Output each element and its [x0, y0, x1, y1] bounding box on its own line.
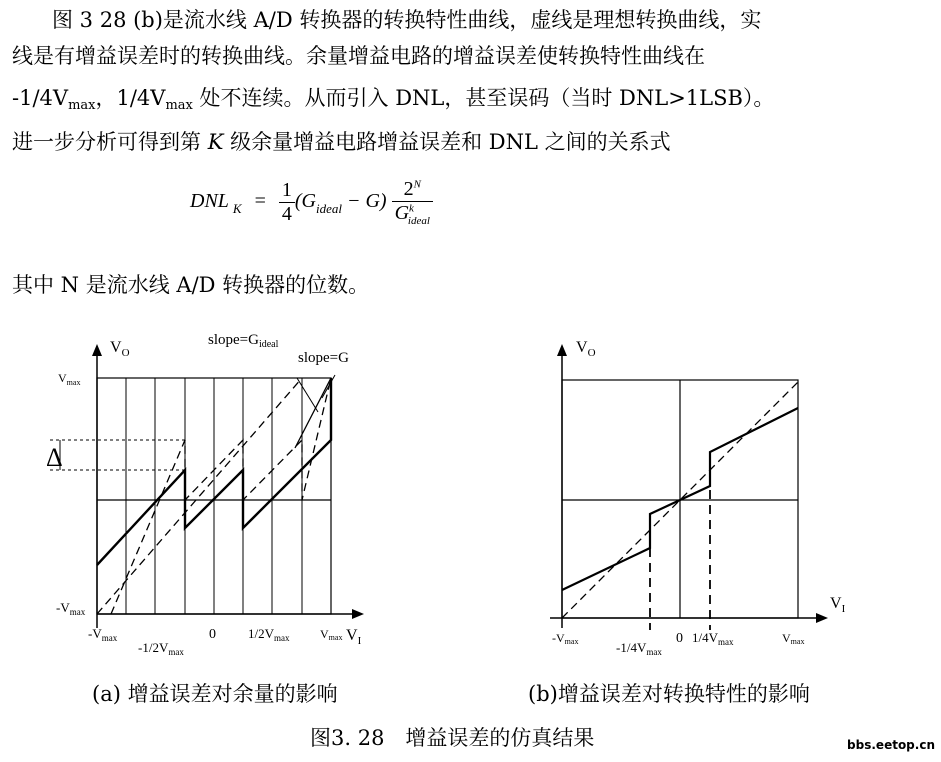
- x-tick-neg-half: $-1/2V_{max}$: [138, 640, 184, 657]
- neg-vmax-label-a: $-V_{max}$: [56, 600, 86, 617]
- vmax-label-a: $V_{max}$: [58, 371, 81, 387]
- text-line-2: 线是有增益误差时的转换曲线。余量增益电路的增益误差使转换特性曲线在: [12, 44, 705, 68]
- caption-figure-a: (a) 增益误差对余量的影响: [92, 682, 338, 706]
- x-tick-neg-vmax-b: -Vmax: [552, 631, 579, 646]
- y-axis-label-b: $V_O$: [576, 339, 596, 359]
- x-axis-label-a: $V_I$: [346, 627, 362, 647]
- text-line-4: 进一步分析可得到第 K 级余量增益电路增益误差和 DNL 之间的关系式: [12, 130, 671, 154]
- caption-figure-b: (b)增益误差对转换特性的影响: [528, 682, 810, 706]
- text-line-5: 其中 N 是流水线 A/D 转换器的位数。: [12, 273, 370, 297]
- slope-g-label: slope=G: [298, 350, 349, 366]
- text-line-3: $-1/4V_{max}$，$1/4V_{max}$ 处不连续。从而引入 DNL，甚至误码（当时 DNL>1LSB）。: [12, 86, 775, 113]
- x-tick-neg-vmax-a: $-V_{max}$: [88, 626, 118, 643]
- figure-caption: 图3. 28 增益误差的仿真结果: [310, 726, 595, 750]
- dnl-formula: DNL $_K$ = $\frac{1}{4}$ $(G_{ideal} - G)$ $\frac{2^N}{G^k_{ideal}}$: [190, 178, 433, 227]
- slope-ideal-label: $slope=G_{ideal}$: [208, 332, 279, 350]
- x-tick-zero-b: 0: [676, 631, 683, 646]
- x-tick-pos-half: $1/2V_{max}$: [248, 626, 290, 643]
- x-tick-vmax-a: Vmax: [320, 627, 343, 642]
- x-tick-vmax-b: Vmax: [782, 631, 805, 646]
- x-tick-neg-quarter: $-1/4V_{max}$: [616, 640, 662, 657]
- watermark: bbs.eetop.cn: [847, 738, 935, 752]
- delta-label: Δ: [46, 443, 63, 472]
- y-axis-label-a: $V_O$: [110, 339, 130, 359]
- figure-b: [540, 330, 870, 660]
- x-tick-zero-a: 0: [209, 627, 216, 642]
- figure-a: [40, 330, 370, 660]
- x-tick-pos-quarter: $1/4V_{max}$: [692, 630, 734, 647]
- x-axis-label-b: $V_I$: [830, 595, 846, 615]
- text-line-1: 图 3 28 (b)是流水线 A/D 转换器的转换特性曲线，虚线是理想转换曲线，实: [52, 8, 762, 32]
